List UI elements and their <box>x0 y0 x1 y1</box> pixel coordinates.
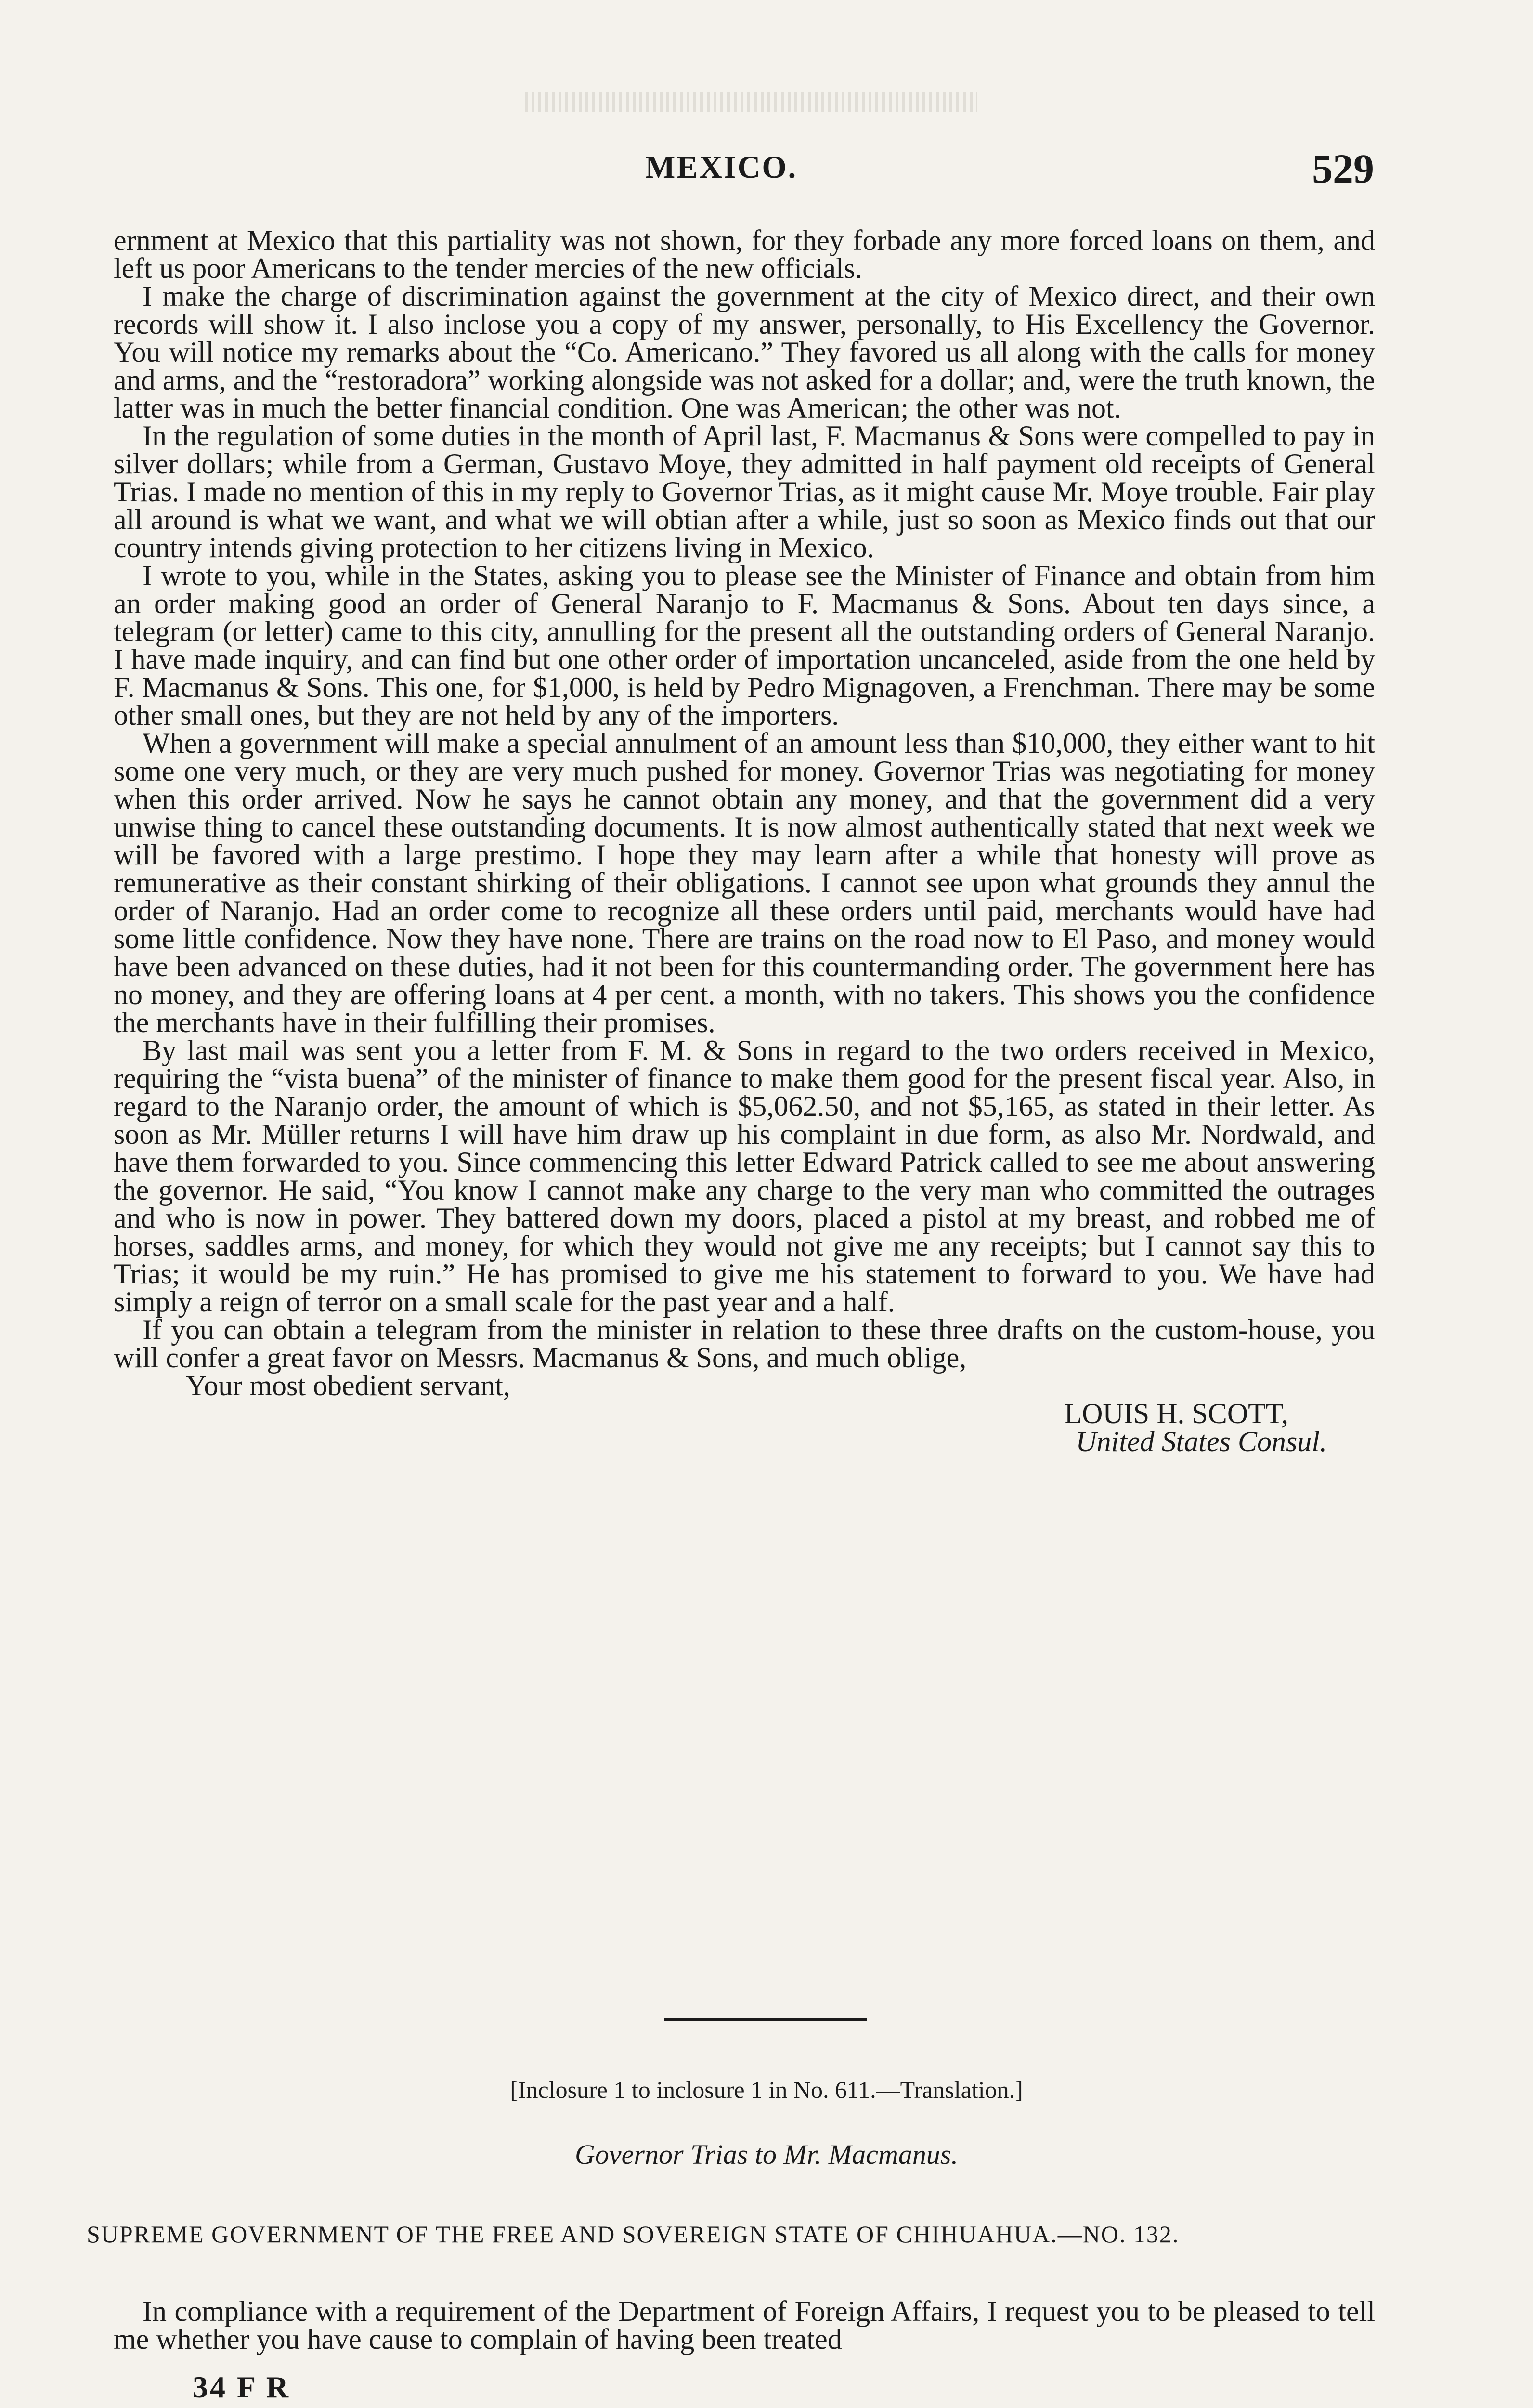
signature-block <box>114 1400 1375 1455</box>
paragraph: When a government will make a special annulment of an amount less than $10,000, they either want to hit some one very much, or they are very much pushed for money. Governor Trias was negotiating for money when this order arrived. Now he says he cannot obtain any money, and that the government did a very unwise thing to cancel these outstanding documents. It is now almost authentically stated that next week we will be favored with a large prestimo. I hope they may learn after a while that honesty will prove as remunerative as their constant shirking of their obligations. I cannot see upon what grounds they annul the order of Naranjo. Had an order come to recognize all these orders until paid, merchants would have had some little confidence. Now they have none. There are trains on the road now to El Paso, and money would have been advanced on these duties, had it not been for this countermanding order. The government here has no money, and they are offering loans at 4 per cent. a month, with no takers. This shows you the confidence the merchants have in their fulfilling their promises. <box>114 727 1375 1038</box>
paragraph: I make the charge of discrimination against the government at the city of Mexico direct, and their own records will show it. I also inclose you a copy of my answer, personally, to His Excellency the Governor. You will notice my remarks about the “Co. Americano.” They favored us all along with the calls for money and arms, and the “restoradora” working alongside was not asked for a dollar; and, were the truth known, the latter was in much the better financial condition. One was American; the other was not. <box>114 280 1375 424</box>
inclosure-text: In compliance with a requirement of the Department of Foreign Affairs, I request you to be pleased to tell me whether you have cause to complain of having been treated <box>114 2295 1375 2355</box>
page-number: 529 <box>1312 145 1374 192</box>
closing-line: Your most obedient servant, <box>186 1370 510 1401</box>
paragraph: In the regulation of some duties in the month of April last, F. Macmanus & Sons were compelled to pay in silver dollars; while from a German, Gustavo Moye, they admitted in half payment old receipts of General Trias. I made no mention of this in my reply to Governor Trias, as it might cause Mr. Moye trouble. Fair play all around is what we want, and what we will obtian after a while, just so soon as Mexico finds out that our country intends giving protection to her citizens living in Mexico. <box>114 420 1375 563</box>
running-head: MEXICO. <box>645 150 798 185</box>
print-smudge <box>525 92 977 112</box>
signature-title: United States Consul. <box>1076 1426 1327 1457</box>
signature-mark: 34 F R <box>193 2370 290 2404</box>
government-heading: SUPREME GOVERNMENT OF THE FREE AND SOVEREIGN STATE OF CHIHUAHUA.—NO. 132. <box>87 2221 1180 2248</box>
paragraph: I wrote to you, while in the States, asking you to please see the Minister of Finance and obtain from him an order making good an order of General Naranjo to F. Macmanus & Sons. About ten days since, a telegram (or letter) came to this city, annulling for the present all the outstanding orders of General Naranjo. I have made inquiry, and can find but one other order of importation uncanceled, aside from the one held by F. Macmanus & Sons. This one, for $1,000, is held by Pedro Mignagoven, a Frenchman. There may be some other small ones, but they are not held by any of the importers. <box>114 560 1375 731</box>
paragraph: By last mail was sent you a letter from F. M. & Sons in regard to the two orders received in Mexico, requiring the “vista buena” of the minister of finance to make them good for the present fiscal year. Also, in regard to the Naranjo order, the amount of which is $5,062.50, and not $5,165, as stated in their letter. As soon as Mr. Müller returns I will have him draw up his complaint in due form, as also Mr. Nordwald, and have them forwarded to you. Since commencing this letter Edward Patrick called to see me about answering the governor. He said, “You know I cannot make any charge to the very man who committed the outrages and who is now in power. They battered down my doors, placed a pistol at my breast, and robbed me of horses, saddles arms, and money, for which they would not give me any receipts; but I cannot say this to Trias; it would be my ruin.” He has promised to give me his statement to forward to you. We have had simply a reign of terror on a small scale for the past year and a half. <box>114 1034 1375 1318</box>
page-header <box>0 144 1533 202</box>
signature-name: LOUIS H. SCOTT, <box>1064 1398 1288 1429</box>
letter-heading: Governor Trias to Mr. Macmanus. <box>575 2139 958 2170</box>
paragraph-continued: ernment at Mexico that this partiality was not shown, for they forbade any more forced loans on them, and left us poor Americans to the tender mercies of the new officials. <box>114 224 1375 284</box>
inclosure-caption: [Inclosure 1 to inclosure 1 in No. 611.—Translation.] <box>510 2076 1023 2103</box>
section-divider <box>664 2018 867 2021</box>
letter-body <box>114 226 1375 1455</box>
paragraph: If you can obtain a telegram from the minister in relation to these three drafts on the custom-house, you will confer a great favor on Messrs. Macmanus & Sons, and much oblige, <box>114 1314 1375 1374</box>
